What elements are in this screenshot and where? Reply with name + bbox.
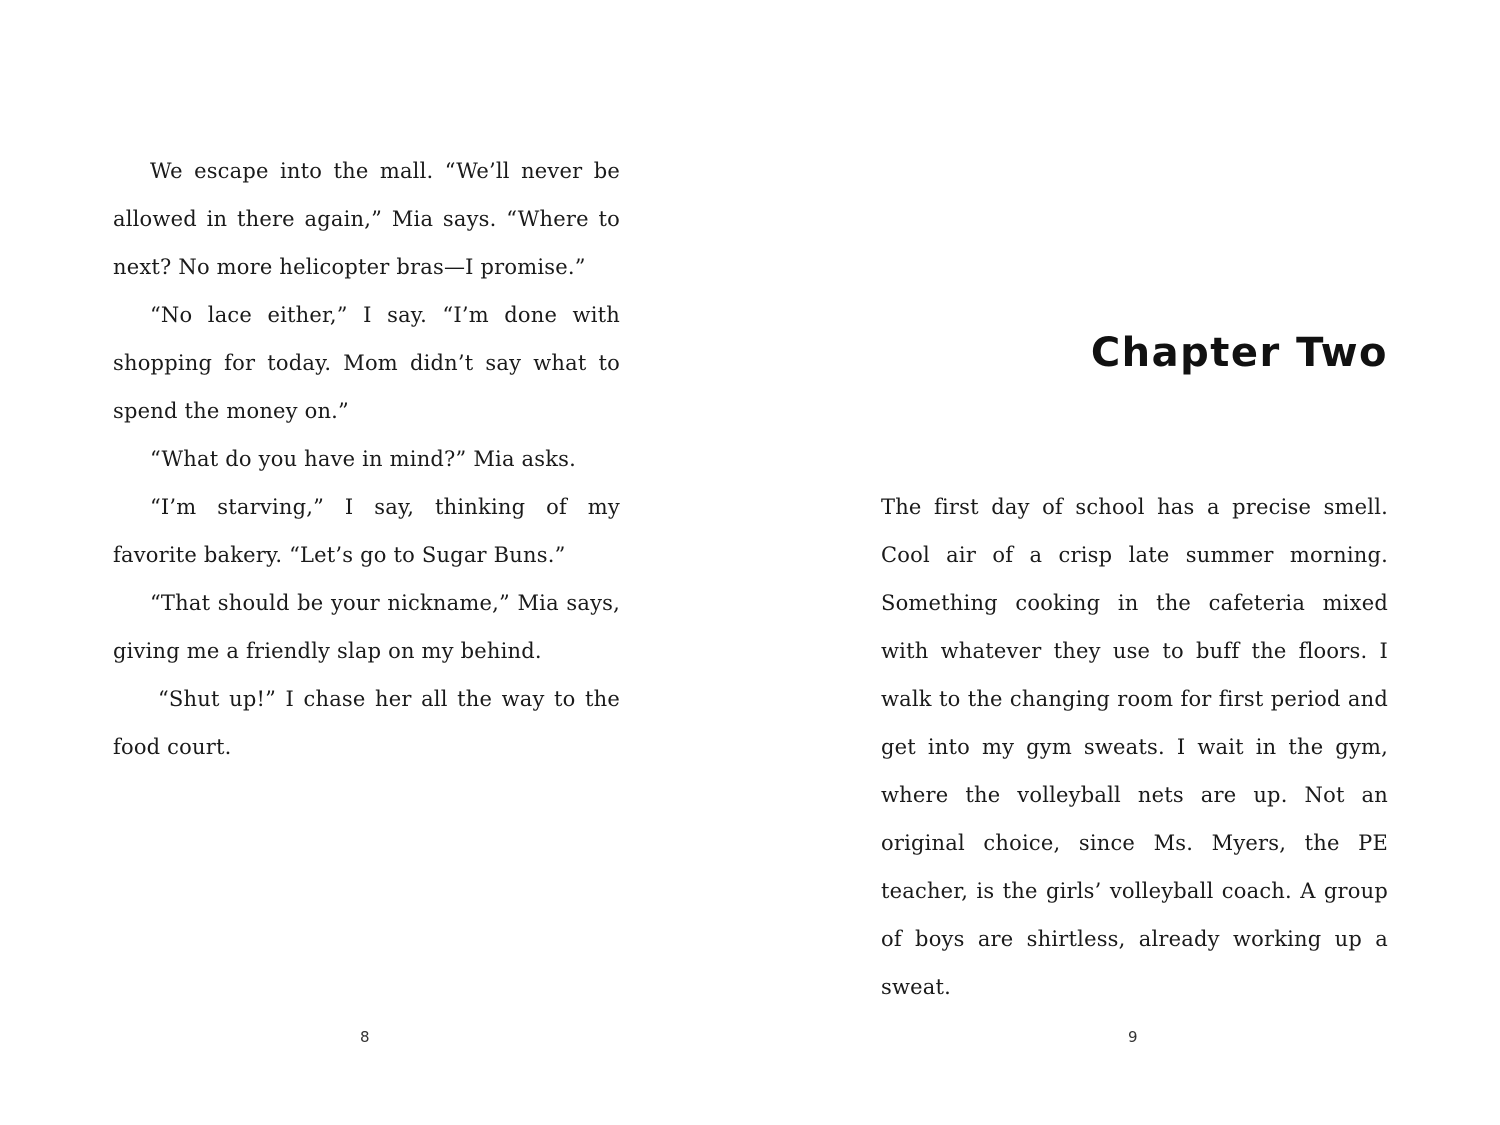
paragraph: “Shut up!” I chase her all the way to the food court. [113, 687, 620, 759]
paragraph: We escape into the mall. “We’ll never be allowed in there again,” Mia says. “Where to next? No more helicopter bras—I promise.” [113, 159, 620, 279]
paragraph: “No lace either,” I say. “I’m done with shopping for today. Mom didn’t say what to spend the money on.” [113, 303, 620, 423]
paragraph: The first day of school has a precise smell. Cool air of a crisp late summer morning. Something cooking in the cafeteria mixed with whatever they use to buff the floors. I walk to the changing room for first period and get into my gym sweats. I wait in the gym, where the volleyball nets are up. Not an original choice, since Ms. Myers, the PE teacher, is the girls’ volleyball coach. A group of boys are shirtless, already working up a sweat. [881, 495, 1388, 999]
left-page-body [113, 147, 620, 771]
right-page [750, 0, 1500, 1125]
right-page-body [881, 483, 1388, 1011]
page-number: 9 [1128, 1028, 1138, 1046]
paragraph: “I’m starving,” I say, thinking of my favorite bakery. “Let’s go to Sugar Buns.” [113, 495, 620, 567]
paragraph: “What do you have in mind?” Mia asks. [150, 447, 577, 471]
chapter-title: Chapter Two [1090, 330, 1388, 376]
page-number: 8 [360, 1028, 370, 1046]
paragraph: “That should be your nickname,” Mia says, giving me a friendly slap on my behind. [113, 591, 620, 663]
